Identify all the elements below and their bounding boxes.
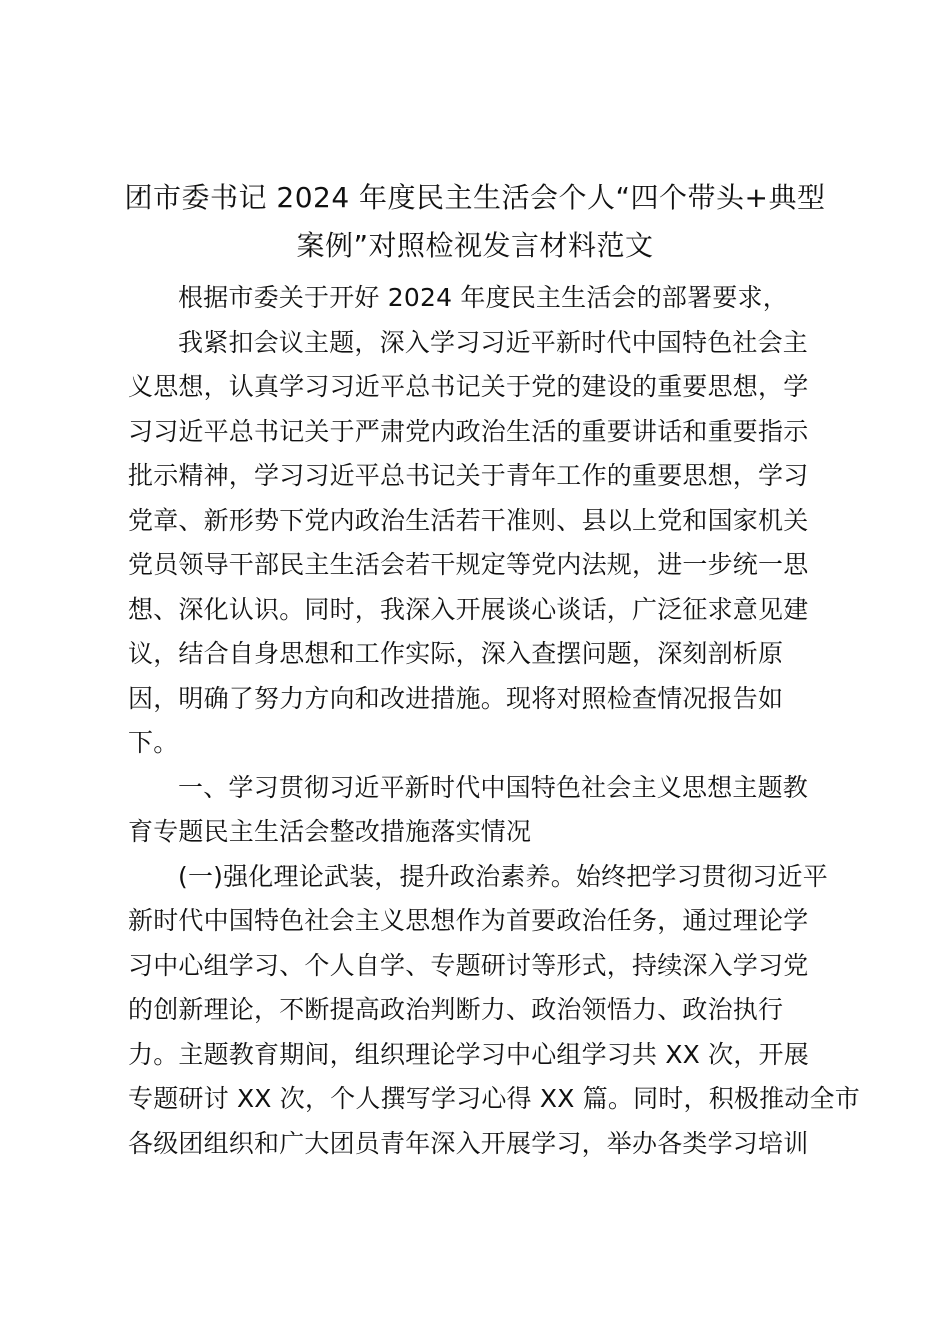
body-line: 党员领导干部民主生活会若干规定等党内法规，进一步统一思 [128, 550, 809, 579]
body-line: 力。主题教育期间，组织理论学习中心组学习共 XX 次，开展 [128, 1040, 809, 1069]
section-heading-line: 一、学习贯彻习近平新时代中国特色社会主义思想主题教 [178, 773, 809, 802]
body-line: 议，结合自身思想和工作实际，深入查摆问题，深刻剖析原 [128, 639, 784, 668]
body-line: 下。 [128, 728, 179, 757]
body-line: 习习近平总书记关于严肃党内政治生活的重要讲话和重要指示 [128, 417, 809, 446]
document-title-line-1: 团市委书记 2024 年度民主生活会个人“四个带头+典型 [124, 181, 826, 214]
body-line: 因，明确了努力方向和改进措施。现将对照检查情况报告如 [128, 684, 784, 713]
body-line: 我紧扣会议主题，深入学习习近平新时代中国特色社会主 [178, 328, 809, 357]
document-title-line-2: 案例”对照检视发言材料范文 [296, 229, 654, 262]
body-line: 想、深化认识。同时，我深入开展谈心谈话，广泛征求意见建 [128, 595, 809, 624]
body-line: 的创新理论，不断提高政治判断力、政治领悟力、政治执行 [128, 995, 784, 1024]
body-line: 义思想，认真学习习近平总书记关于党的建设的重要思想，学 [128, 372, 809, 401]
body-line: (一)强化理论武装，提升政治素养。始终把学习贯彻习近平 [178, 862, 828, 891]
body-line: 新时代中国特色社会主义思想作为首要政治任务，通过理论学 [128, 906, 809, 935]
body-line: 习中心组学习、个人自学、专题研讨等形式，持续深入学习党 [128, 951, 809, 980]
section-heading-line: 育专题民主生活会整改措施落实情况 [128, 817, 532, 846]
body-line: 党章、新形势下党内政治生活若干准则、县以上党和国家机关 [128, 506, 809, 535]
body-line: 各级团组织和广大团员青年深入开展学习，举办各类学习培训 [128, 1129, 809, 1158]
body-line: 专题研讨 XX 次，个人撰写学习心得 XX 篇。同时，积极推动全市 [128, 1084, 860, 1113]
body-line: 根据市委关于开好 2024 年度民主生活会的部署要求， [178, 283, 788, 312]
body-line: 批示精神，学习习近平总书记关于青年工作的重要思想，学习 [128, 461, 809, 490]
